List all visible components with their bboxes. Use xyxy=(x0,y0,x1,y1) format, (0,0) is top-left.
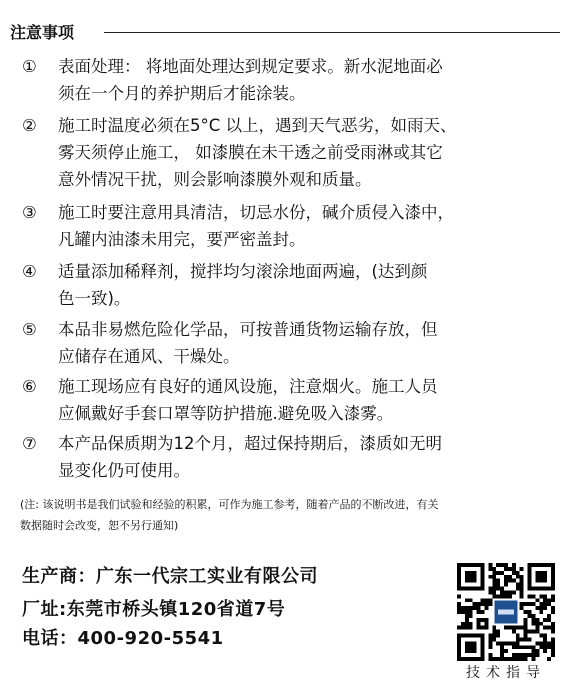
item-text-line: 应储存在通风、干燥处。 xyxy=(58,347,240,366)
header-rule xyxy=(104,32,560,33)
note-item-5 xyxy=(22,316,560,370)
item-text-line: 适量添加稀释剂，搅拌均匀滚涂地面两遍，(达到颜 xyxy=(58,262,428,281)
item-text-line: 凡罐内油漆未用完，要严密盖封。 xyxy=(58,230,306,249)
disclaimer-line: 数据随时会改变，恕不另行通知) xyxy=(20,519,179,532)
item-text-line: 本品非易燃危险化学品，可按普通货物运输存放，但 xyxy=(58,320,438,339)
item-number: ① xyxy=(22,57,37,76)
note-item-6 xyxy=(22,373,560,427)
item-text-line: 施工时要注意用具清洁，切忌水份，碱介质侵入漆中， xyxy=(58,203,454,222)
item-number: ③ xyxy=(22,203,37,222)
item-text-line: 本产品保质期为12个月，超过保持期后，漆质如无明 xyxy=(58,434,442,453)
item-number: ⑦ xyxy=(22,434,37,453)
item-text-line: 施工现场应有良好的通风设施，注意烟火。施工人员 xyxy=(58,377,438,396)
address-line: 厂址:东莞市桥头镇120省道7号 xyxy=(22,599,286,620)
note-item-7 xyxy=(22,430,560,484)
item-text-line: 须在一个月的养护期后才能涂装。 xyxy=(58,84,306,103)
item-text-line: 施工时温度必须在5°C 以上，遇到天气恶劣，如雨天、 xyxy=(58,116,457,135)
item-text-line: 表面处理： 将地面处理达到规定要求。新水泥地面必 xyxy=(58,57,443,76)
note-item-3 xyxy=(22,199,560,253)
disclaimer-note xyxy=(20,494,560,536)
phone-line: 电话：400-920-5541 xyxy=(22,628,224,649)
section-title: 注意事项 xyxy=(10,22,80,44)
item-number: ② xyxy=(22,116,37,135)
qr-caption: 技术指导 xyxy=(466,665,546,681)
item-text-line: 意外情况干扰，则会影响漆膜外观和质量。 xyxy=(58,170,372,189)
item-number: ⑥ xyxy=(22,377,37,396)
item-number: ④ xyxy=(22,262,37,281)
item-text-line: 色一致)。 xyxy=(58,289,131,308)
qr-code-icon[interactable] xyxy=(457,563,555,661)
item-text-line: 雾天须停止施工， 如漆膜在未干透之前受雨淋或其它 xyxy=(58,143,443,162)
note-item-4 xyxy=(22,258,560,312)
item-text-line: 显变化仍可使用。 xyxy=(58,461,190,480)
note-item-1 xyxy=(22,53,560,107)
item-number: ⑤ xyxy=(22,320,37,339)
notes-header xyxy=(8,22,560,44)
manufacturer-line: 生产商：广东一代宗工实业有限公司 xyxy=(22,566,318,587)
note-item-2 xyxy=(22,112,560,193)
disclaimer-line: (注: 该说明书是我们试验和经验的积累，可作为施工参考，随着产品的不断改进，有关 xyxy=(20,498,439,511)
item-text-line: 应佩戴好手套口罩等防护措施.避免吸入漆雾。 xyxy=(58,404,394,423)
